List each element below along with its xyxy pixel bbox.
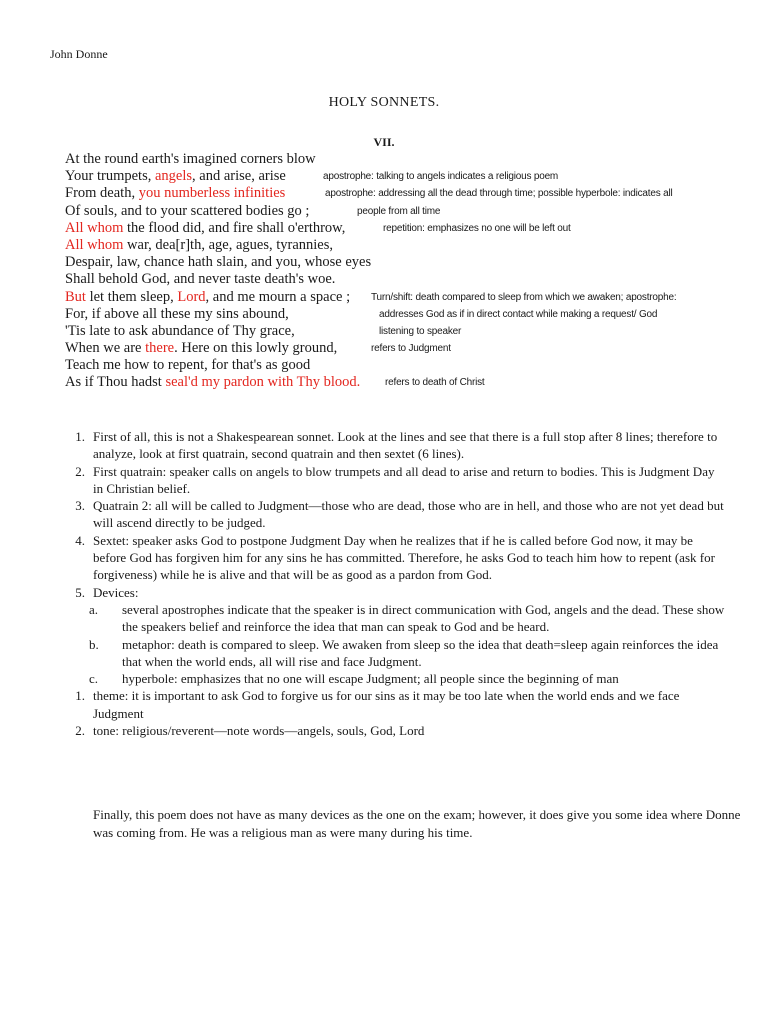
- poem-phrase: war, dea[r]th, age, agues, tyrannies,: [123, 236, 333, 253]
- closing-paragraph: Finally, this poem does not have as many devices as the one on the exam; however, it does give you some idea where Donne was coming from. He was a religious man as were many during his time.: [93, 807, 741, 840]
- list-item: [65, 532, 725, 584]
- poem-line-text: [65, 220, 345, 236]
- poem-phrase: Despair, law, chance hath slain, and you, whose eyes: [65, 254, 372, 271]
- poem-line-text: [65, 151, 316, 167]
- margin-annotation: Turn/shift: death compared to sleep from which we awaken; apostrophe:: [371, 291, 677, 303]
- list-item-text: hyperbole: emphasizes that no one will escape Judgment; all people since the beginning of man: [122, 671, 619, 687]
- poem-line-text: [65, 374, 360, 390]
- list-item-text: tone: religious/reverent—note words—angels, souls, God, Lord: [93, 723, 425, 739]
- poem-line: [65, 356, 755, 373]
- highlighted-phrase: you numberless infinities: [138, 185, 286, 202]
- analysis-list: [65, 428, 725, 739]
- sub-list-item: [65, 670, 725, 687]
- sub-list-item: [65, 636, 725, 671]
- poem-line: [65, 184, 755, 201]
- poem-line-text: [65, 340, 337, 356]
- poem-phrase: At the round earth's imagined corners blow: [65, 151, 316, 167]
- poem-line-text: [65, 357, 310, 373]
- list-item-text: Sextet: speaker asks God to postpone Judgment Day when he realizes that if he is called before God now, it may be before God has forgiven him for any sins he has committed. Therefore, he asks God to teach him how to repent (ask for forgiveness) while he is alive and that will be as good as a pardon from God.: [93, 532, 715, 583]
- page-title: HOLY SONNETS.: [328, 95, 440, 110]
- highlighted-phrase: But: [65, 288, 86, 305]
- poem-line: [65, 236, 755, 253]
- poem-line-text: [65, 323, 295, 339]
- poem-line-text: [65, 237, 333, 253]
- list-item-text: several apostrophes indicate that the speaker is in direct communication with God, angels and the dead. These show the speakers belief and reinforce the idea that man can speak to God and be heard.: [122, 601, 725, 635]
- poem-line: [65, 322, 755, 339]
- poem-phrase: . Here on this lowly ground,: [174, 340, 338, 357]
- list-marker: c.: [89, 671, 99, 687]
- poem-line-text: [65, 254, 371, 270]
- list-marker: 3.: [75, 498, 85, 514]
- poem-line: [65, 373, 755, 390]
- poem-line: [65, 202, 755, 219]
- poem-phrase: For, if above all these my sins abound,: [65, 305, 289, 322]
- poem-line: [65, 305, 755, 322]
- poem-phrase: let them sleep,: [85, 288, 178, 305]
- margin-annotation: listening to speaker: [379, 325, 462, 337]
- list-item-text: theme: it is important to ask God to forgive us for our sins as it may be too late when the world ends and we face Judgment: [93, 688, 680, 721]
- list-item: [65, 497, 725, 532]
- poem-line-text: [65, 168, 286, 184]
- poem-line: [65, 339, 755, 356]
- list-item-text: Devices:: [93, 584, 139, 600]
- poem-line: [65, 288, 755, 305]
- poem-line-text: [65, 203, 309, 219]
- margin-annotation: apostrophe: addressing all the dead through time; possible hyperbole: indicates all: [325, 188, 673, 200]
- sonnet-number: VII.: [373, 135, 395, 149]
- list-item: [65, 428, 725, 463]
- poem-phrase: Teach me how to repent, for that's as good: [65, 357, 311, 374]
- highlighted-phrase: seal'd my pardon with Thy blood.: [165, 374, 361, 391]
- poem-phrase: Of souls, and to your scattered bodies go ;: [65, 202, 310, 219]
- poem-line: [65, 219, 755, 236]
- highlighted-phrase: angels: [154, 168, 193, 185]
- list-marker: 5.: [75, 584, 85, 600]
- poem-line-text: [65, 306, 289, 322]
- poem-phrase: As if Thou hadst: [65, 374, 166, 391]
- poem-phrase: the flood did, and fire shall o'erthrow,: [123, 219, 346, 236]
- list-item: [65, 463, 725, 498]
- highlighted-phrase: Lord: [177, 288, 206, 305]
- poem-line: [65, 270, 755, 287]
- list-marker: 2.: [75, 723, 85, 739]
- margin-annotation: addresses God as if in direct contact while making a request/ God: [379, 308, 658, 320]
- poem-phrase: When we are: [65, 340, 146, 357]
- highlighted-phrase: there: [145, 340, 175, 357]
- list-item-text: Quatrain 2: all will be called to Judgment—those who are dead, those who are in hell, and those who are not yet dead but will ascend directly to be judged.: [93, 498, 724, 531]
- list-item: [65, 687, 725, 722]
- sub-list-item: [65, 601, 725, 636]
- poem-phrase: Shall behold God, and never taste death's woe.: [65, 271, 336, 288]
- list-marker: 4.: [75, 532, 85, 548]
- poem-line: [65, 253, 755, 270]
- margin-annotation: people from all time: [357, 205, 441, 217]
- list-marker: b.: [89, 636, 99, 652]
- list-item-text: metaphor: death is compared to sleep. We awaken from sleep so the idea that death=sleep again reinforces the idea that when the world ends, all will rise and face Judgment.: [122, 636, 719, 669]
- margin-annotation: repetition: emphasizes no one will be left out: [383, 222, 571, 234]
- highlighted-phrase: All whom: [65, 236, 124, 253]
- margin-annotation: refers to Judgment: [371, 343, 451, 355]
- margin-annotation: apostrophe: talking to angels indicates a religious poem: [323, 171, 559, 183]
- list-item: [65, 584, 725, 601]
- poem-phrase: Your trumpets,: [65, 168, 155, 185]
- list-item-text: First quatrain: speaker calls on angels to blow trumpets and all dead to arise and return to bodies. This is Judgment Day in Christian belief.: [93, 463, 715, 496]
- highlighted-phrase: All whom: [65, 219, 124, 236]
- poem-line: [65, 167, 755, 184]
- poem-line-text: [65, 185, 285, 201]
- poem-phrase: , and me mourn a space ;: [205, 288, 351, 305]
- list-marker: 1.: [75, 429, 85, 444]
- list-item: [65, 722, 725, 739]
- poem-phrase: 'Tis late to ask abundance of Thy grace,: [65, 322, 295, 339]
- list-marker: 2.: [75, 463, 85, 479]
- list-item-text: First of all, this is not a Shakespearean sonnet. Look at the lines and see that there is a full stop after 8 lines; therefore to analyze, look at first quatrain, second quatrain and then sextet (6 lines).: [93, 429, 718, 462]
- author-header: John Donne: [50, 47, 108, 61]
- poem-line: [65, 150, 755, 167]
- poem-line-text: [65, 289, 350, 305]
- margin-annotation: refers to death of Christ: [385, 377, 485, 389]
- poem-line-text: [65, 271, 335, 287]
- poem-phrase: From death,: [65, 185, 139, 202]
- list-marker: a.: [89, 601, 99, 617]
- list-marker: 1.: [75, 688, 85, 704]
- poem-phrase: , and arise, arise: [192, 168, 286, 185]
- poem-block: [65, 150, 755, 391]
